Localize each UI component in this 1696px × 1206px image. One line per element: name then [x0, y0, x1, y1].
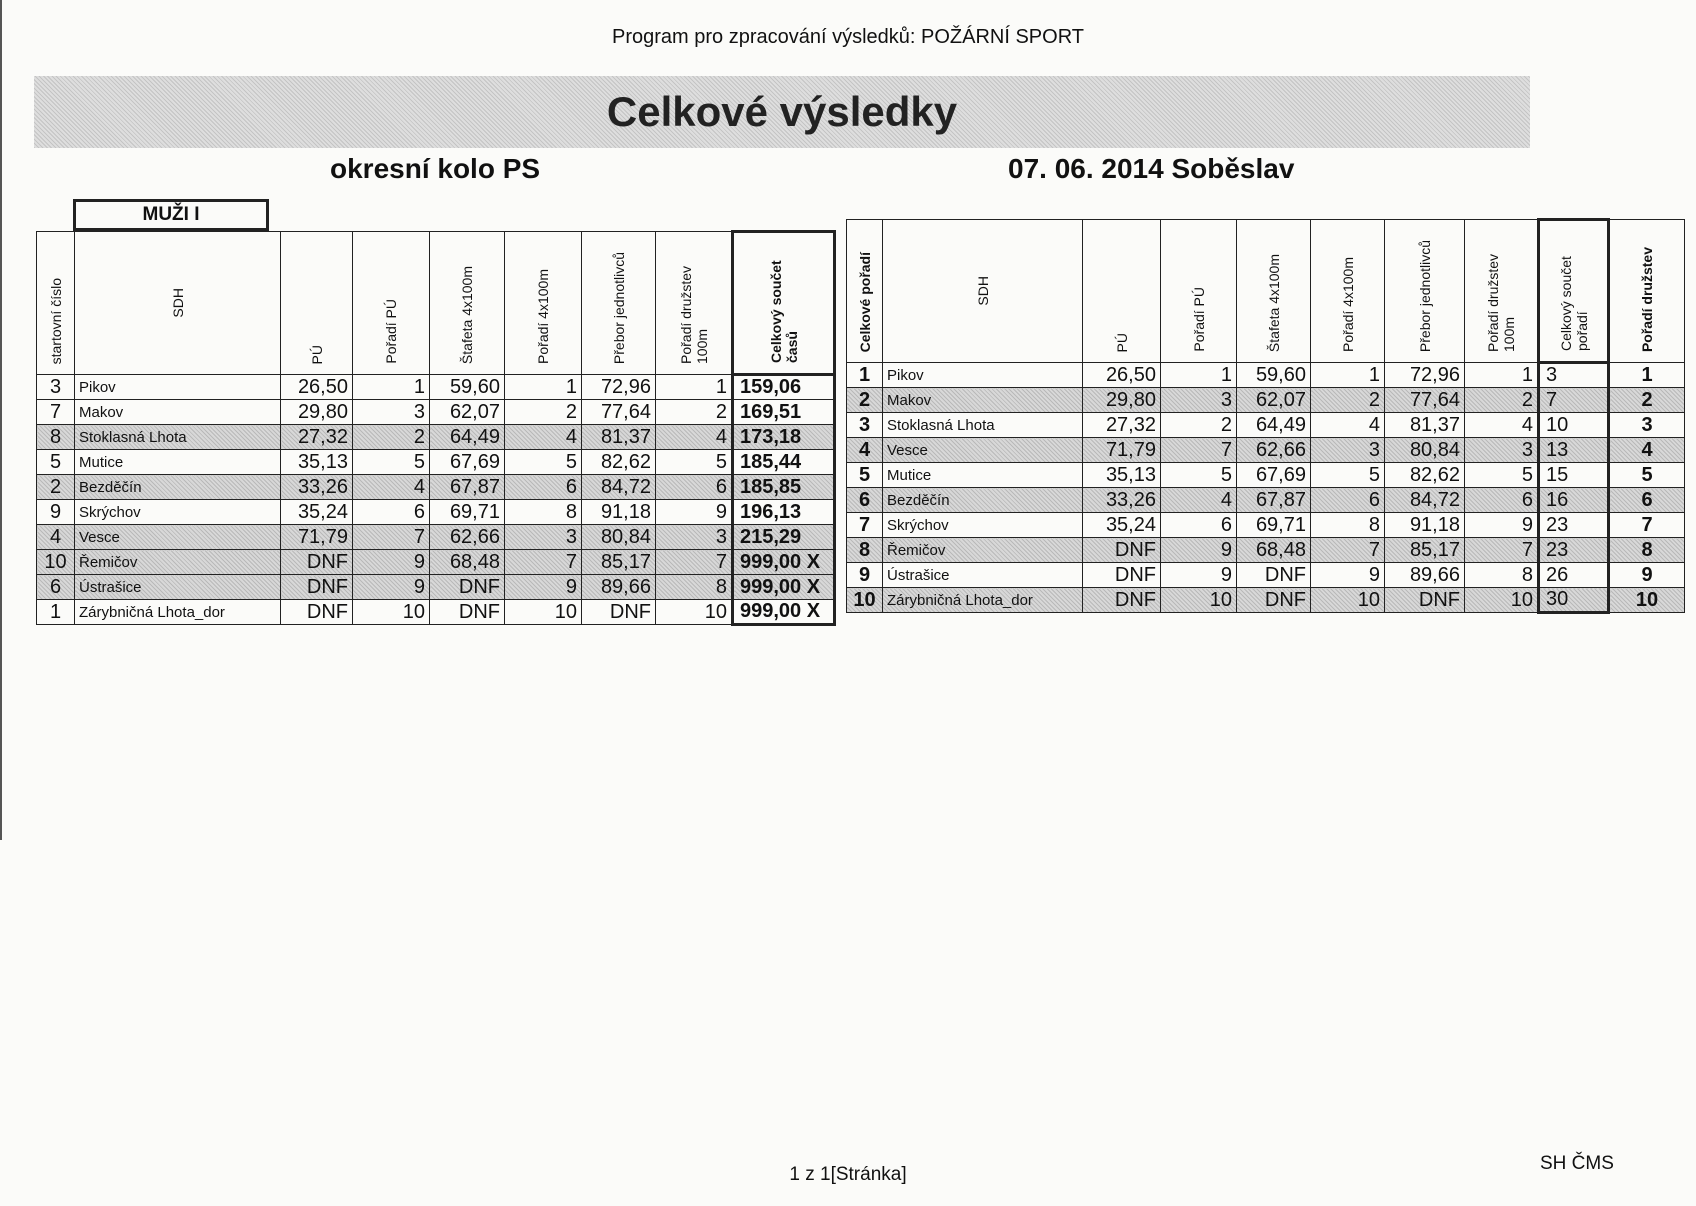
team-rank-cell: 10 [1609, 588, 1685, 613]
pu-rank-cell: 5 [353, 450, 430, 475]
pu-rank-cell: 9 [1161, 563, 1237, 588]
team-100m-rank-cell: 6 [656, 475, 733, 500]
relay-rank-cell: 6 [1311, 488, 1385, 513]
pu-time-cell: 35,13 [1083, 463, 1161, 488]
relay-time-cell: 64,49 [430, 425, 505, 450]
event-date-place: 07. 06. 2014 Soběslav [1008, 153, 1295, 184]
pu-time-cell: DNF [281, 600, 353, 625]
header-start-number: startovní číslo [37, 232, 75, 375]
header-total-time: Celkový součet časů [733, 232, 835, 375]
header-team-100m-rank: Pořadí družstev 100m [1465, 220, 1539, 363]
individual-time-cell: DNF [1385, 588, 1465, 613]
total-time-cell: 999,00 X [733, 575, 835, 600]
individual-time-cell: 80,84 [1385, 438, 1465, 463]
pu-time-cell: DNF [1083, 538, 1161, 563]
header-team-100m-rank: Pořadí družstev 100m [656, 232, 733, 375]
start-number-cell: 2 [37, 475, 75, 500]
table-row [37, 400, 835, 425]
pu-time-cell: DNF [281, 575, 353, 600]
relay-rank-cell: 1 [505, 375, 582, 400]
overall-rank-cell: 7 [847, 513, 883, 538]
header-overall-rank: Celkové pořadí [847, 220, 883, 363]
pu-rank-cell: 10 [353, 600, 430, 625]
table-row [847, 438, 1685, 463]
header-sdh: SDH [75, 232, 281, 375]
relay-time-cell: 67,69 [1237, 463, 1311, 488]
team-rank-cell: 8 [1609, 538, 1685, 563]
start-number-cell: 9 [37, 500, 75, 525]
pu-time-cell: 71,79 [1083, 438, 1161, 463]
team-rank-cell: 3 [1609, 413, 1685, 438]
total-time-cell: 215,29 [733, 525, 835, 550]
header-pu: PÚ [281, 232, 353, 375]
individual-time-cell: 80,84 [582, 525, 656, 550]
sdh-name-cell: Vesce [75, 525, 281, 550]
sdh-name-cell: Stoklasná Lhota [883, 413, 1083, 438]
sdh-name-cell: Pikov [883, 363, 1083, 388]
pu-rank-cell: 4 [1161, 488, 1237, 513]
relay-rank-cell: 5 [1311, 463, 1385, 488]
rank-sum-cell: 23 [1539, 513, 1609, 538]
individual-time-cell: 89,66 [582, 575, 656, 600]
table-row [847, 363, 1685, 388]
individual-time-cell: 81,37 [1385, 413, 1465, 438]
pu-rank-cell: 10 [1161, 588, 1237, 613]
pu-rank-cell: 1 [1161, 363, 1237, 388]
individual-time-cell: 77,64 [582, 400, 656, 425]
header-relay: Štafeta 4x100m [1237, 220, 1311, 363]
start-number-cell: 1 [37, 600, 75, 625]
rank-sum-cell: 3 [1539, 363, 1609, 388]
table-row [37, 575, 835, 600]
pu-time-cell: 35,24 [281, 500, 353, 525]
relay-rank-cell: 6 [505, 475, 582, 500]
team-rank-cell: 4 [1609, 438, 1685, 463]
individual-time-cell: DNF [582, 600, 656, 625]
relay-time-cell: DNF [1237, 563, 1311, 588]
start-number-cell: 8 [37, 425, 75, 450]
relay-time-cell: 64,49 [1237, 413, 1311, 438]
page-edge-line [0, 0, 2, 840]
header-pu-rank: Pořadí PÚ [1161, 220, 1237, 363]
relay-time-cell: 69,71 [430, 500, 505, 525]
pu-time-cell: 27,32 [281, 425, 353, 450]
overall-rank-cell: 1 [847, 363, 883, 388]
team-100m-rank-cell: 3 [656, 525, 733, 550]
team-rank-cell: 6 [1609, 488, 1685, 513]
pu-rank-cell: 4 [353, 475, 430, 500]
start-number-cell: 4 [37, 525, 75, 550]
team-rank-cell: 7 [1609, 513, 1685, 538]
relay-rank-cell: 10 [1311, 588, 1385, 613]
table-row [847, 538, 1685, 563]
total-time-cell: 999,00 X [733, 600, 835, 625]
individual-time-cell: 72,96 [582, 375, 656, 400]
relay-time-cell: 62,66 [430, 525, 505, 550]
individual-time-cell: 77,64 [1385, 388, 1465, 413]
pu-rank-cell: 1 [353, 375, 430, 400]
pu-rank-cell: 9 [353, 575, 430, 600]
relay-rank-cell: 4 [505, 425, 582, 450]
total-time-cell: 169,51 [733, 400, 835, 425]
sdh-name-cell: Makov [883, 388, 1083, 413]
team-100m-rank-cell: 7 [656, 550, 733, 575]
total-time-cell: 185,44 [733, 450, 835, 475]
team-100m-rank-cell: 9 [1465, 513, 1539, 538]
relay-rank-cell: 8 [505, 500, 582, 525]
header-team-rank: Pořadí družstev [1609, 220, 1685, 363]
start-number-cell: 10 [37, 550, 75, 575]
table-row [37, 525, 835, 550]
team-100m-rank-cell: 5 [1465, 463, 1539, 488]
pu-rank-cell: 9 [353, 550, 430, 575]
header-pu-rank: Pořadí PÚ [353, 232, 430, 375]
organization: SH ČMS [1540, 1153, 1614, 1174]
rank-sum-cell: 26 [1539, 563, 1609, 588]
header-pu: PÚ [1083, 220, 1161, 363]
pu-rank-cell: 6 [1161, 513, 1237, 538]
overall-rank-cell: 10 [847, 588, 883, 613]
table-row [37, 425, 835, 450]
team-100m-rank-cell: 10 [1465, 588, 1539, 613]
sdh-name-cell: Stoklasná Lhota [75, 425, 281, 450]
start-number-cell: 3 [37, 375, 75, 400]
individual-time-cell: 81,37 [582, 425, 656, 450]
relay-time-cell: 62,07 [430, 400, 505, 425]
sdh-name-cell: Makov [75, 400, 281, 425]
sdh-name-cell: Zárybničná Lhota_dor [75, 600, 281, 625]
rank-sum-cell: 7 [1539, 388, 1609, 413]
overall-rank-cell: 4 [847, 438, 883, 463]
pu-time-cell: DNF [1083, 588, 1161, 613]
pu-rank-cell: 5 [1161, 463, 1237, 488]
pu-time-cell: 29,80 [281, 400, 353, 425]
relay-time-cell: 68,48 [430, 550, 505, 575]
team-100m-rank-cell: 8 [1465, 563, 1539, 588]
header-relay: Štafeta 4x100m [430, 232, 505, 375]
team-100m-rank-cell: 5 [656, 450, 733, 475]
overall-rank-cell: 6 [847, 488, 883, 513]
relay-time-cell: DNF [430, 600, 505, 625]
table-row [847, 463, 1685, 488]
relay-time-cell: DNF [1237, 588, 1311, 613]
relay-time-cell: 67,87 [430, 475, 505, 500]
overall-ranking-table [846, 218, 1685, 614]
pu-rank-cell: 3 [353, 400, 430, 425]
pu-time-cell: 33,26 [281, 475, 353, 500]
team-rank-cell: 1 [1609, 363, 1685, 388]
overall-rank-cell: 9 [847, 563, 883, 588]
relay-rank-cell: 3 [1311, 438, 1385, 463]
event-name: okresní kolo PS [330, 153, 541, 184]
header-rank-sum: Celkový součet pořadí [1539, 220, 1609, 363]
total-time-cell: 173,18 [733, 425, 835, 450]
team-100m-rank-cell: 9 [656, 500, 733, 525]
sdh-name-cell: Pikov [75, 375, 281, 400]
table-row [847, 513, 1685, 538]
sdh-name-cell: Skrýchov [883, 513, 1083, 538]
team-100m-rank-cell: 2 [1465, 388, 1539, 413]
pu-time-cell: 27,32 [1083, 413, 1161, 438]
pu-rank-cell: 7 [353, 525, 430, 550]
team-rank-cell: 5 [1609, 463, 1685, 488]
team-100m-rank-cell: 7 [1465, 538, 1539, 563]
rank-sum-cell: 16 [1539, 488, 1609, 513]
individual-time-cell: 82,62 [1385, 463, 1465, 488]
pu-rank-cell: 3 [1161, 388, 1237, 413]
sdh-name-cell: Bezděčín [75, 475, 281, 500]
relay-rank-cell: 2 [505, 400, 582, 425]
relay-rank-cell: 7 [1311, 538, 1385, 563]
table-row [847, 413, 1685, 438]
rank-sum-cell: 13 [1539, 438, 1609, 463]
table-row [37, 600, 835, 625]
overall-rank-cell: 2 [847, 388, 883, 413]
relay-time-cell: 67,69 [430, 450, 505, 475]
rank-sum-cell: 15 [1539, 463, 1609, 488]
table-row [847, 388, 1685, 413]
pu-time-cell: 71,79 [281, 525, 353, 550]
table-row [37, 450, 835, 475]
relay-rank-cell: 9 [505, 575, 582, 600]
page-title: Celkové výsledky [34, 76, 1530, 148]
rank-sum-cell: 30 [1539, 588, 1609, 613]
relay-time-cell: DNF [430, 575, 505, 600]
individual-time-cell: 85,17 [1385, 538, 1465, 563]
sdh-name-cell: Mutice [883, 463, 1083, 488]
individual-time-cell: 72,96 [1385, 363, 1465, 388]
sdh-name-cell: Řemičov [883, 538, 1083, 563]
sdh-name-cell: Řemičov [75, 550, 281, 575]
sdh-name-cell: Zárybničná Lhota_dor [883, 588, 1083, 613]
table-row [847, 563, 1685, 588]
relay-rank-cell: 10 [505, 600, 582, 625]
program-name: Program pro zpracování výsledků: POŽÁRNÍ SPORT [611, 26, 1084, 48]
team-100m-rank-cell: 1 [1465, 363, 1539, 388]
individual-time-cell: 91,18 [582, 500, 656, 525]
pu-time-cell: DNF [1083, 563, 1161, 588]
pu-rank-cell: 9 [1161, 538, 1237, 563]
header-sdh: SDH [883, 220, 1083, 363]
total-time-cell: 185,85 [733, 475, 835, 500]
pu-time-cell: DNF [281, 550, 353, 575]
team-100m-rank-cell: 1 [656, 375, 733, 400]
start-number-cell: 7 [37, 400, 75, 425]
relay-time-cell: 62,66 [1237, 438, 1311, 463]
relay-rank-cell: 3 [505, 525, 582, 550]
start-number-cell: 5 [37, 450, 75, 475]
relay-rank-cell: 8 [1311, 513, 1385, 538]
pu-rank-cell: 6 [353, 500, 430, 525]
sdh-name-cell: Ústrašice [75, 575, 281, 600]
team-100m-rank-cell: 10 [656, 600, 733, 625]
relay-time-cell: 59,60 [1237, 363, 1311, 388]
pu-time-cell: 35,13 [281, 450, 353, 475]
category-label: MUŽI I [73, 199, 269, 231]
total-time-cell: 159,06 [733, 375, 835, 400]
relay-rank-cell: 2 [1311, 388, 1385, 413]
header-relay-rank: Pořadí 4x100m [505, 232, 582, 375]
pu-time-cell: 26,50 [281, 375, 353, 400]
team-100m-rank-cell: 2 [656, 400, 733, 425]
total-time-cell: 196,13 [733, 500, 835, 525]
team-100m-rank-cell: 4 [1465, 413, 1539, 438]
total-time-cell: 999,00 X [733, 550, 835, 575]
relay-rank-cell: 5 [505, 450, 582, 475]
table-row [37, 550, 835, 575]
header-relay-rank: Pořadí 4x100m [1311, 220, 1385, 363]
overall-rank-cell: 3 [847, 413, 883, 438]
header-individual: Přebor jednotlivců [582, 232, 656, 375]
team-100m-rank-cell: 8 [656, 575, 733, 600]
overall-rank-cell: 8 [847, 538, 883, 563]
relay-rank-cell: 7 [505, 550, 582, 575]
relay-time-cell: 69,71 [1237, 513, 1311, 538]
individual-time-cell: 91,18 [1385, 513, 1465, 538]
relay-time-cell: 68,48 [1237, 538, 1311, 563]
relay-rank-cell: 9 [1311, 563, 1385, 588]
relay-rank-cell: 1 [1311, 363, 1385, 388]
team-100m-rank-cell: 3 [1465, 438, 1539, 463]
individual-time-cell: 82,62 [582, 450, 656, 475]
pu-rank-cell: 2 [353, 425, 430, 450]
pu-time-cell: 33,26 [1083, 488, 1161, 513]
table-row [847, 588, 1685, 613]
relay-time-cell: 62,07 [1237, 388, 1311, 413]
sdh-name-cell: Mutice [75, 450, 281, 475]
table-row [37, 500, 835, 525]
results-by-start-table [36, 230, 836, 626]
individual-time-cell: 84,72 [582, 475, 656, 500]
start-number-cell: 6 [37, 575, 75, 600]
header-individual: Přebor jednotlivců [1385, 220, 1465, 363]
sdh-name-cell: Vesce [883, 438, 1083, 463]
individual-time-cell: 84,72 [1385, 488, 1465, 513]
page-number: 1 z 1[Stránka] [789, 1164, 907, 1185]
sdh-name-cell: Bezděčín [883, 488, 1083, 513]
table-row [847, 488, 1685, 513]
relay-time-cell: 59,60 [430, 375, 505, 400]
team-100m-rank-cell: 6 [1465, 488, 1539, 513]
relay-rank-cell: 4 [1311, 413, 1385, 438]
pu-time-cell: 35,24 [1083, 513, 1161, 538]
relay-time-cell: 67,87 [1237, 488, 1311, 513]
pu-rank-cell: 7 [1161, 438, 1237, 463]
table-row [37, 475, 835, 500]
pu-time-cell: 26,50 [1083, 363, 1161, 388]
pu-time-cell: 29,80 [1083, 388, 1161, 413]
pu-rank-cell: 2 [1161, 413, 1237, 438]
team-100m-rank-cell: 4 [656, 425, 733, 450]
team-rank-cell: 9 [1609, 563, 1685, 588]
team-rank-cell: 2 [1609, 388, 1685, 413]
rank-sum-cell: 23 [1539, 538, 1609, 563]
individual-time-cell: 89,66 [1385, 563, 1465, 588]
individual-time-cell: 85,17 [582, 550, 656, 575]
sdh-name-cell: Ústrašice [883, 563, 1083, 588]
rank-sum-cell: 10 [1539, 413, 1609, 438]
overall-rank-cell: 5 [847, 463, 883, 488]
table-row [37, 375, 835, 400]
sdh-name-cell: Skrýchov [75, 500, 281, 525]
